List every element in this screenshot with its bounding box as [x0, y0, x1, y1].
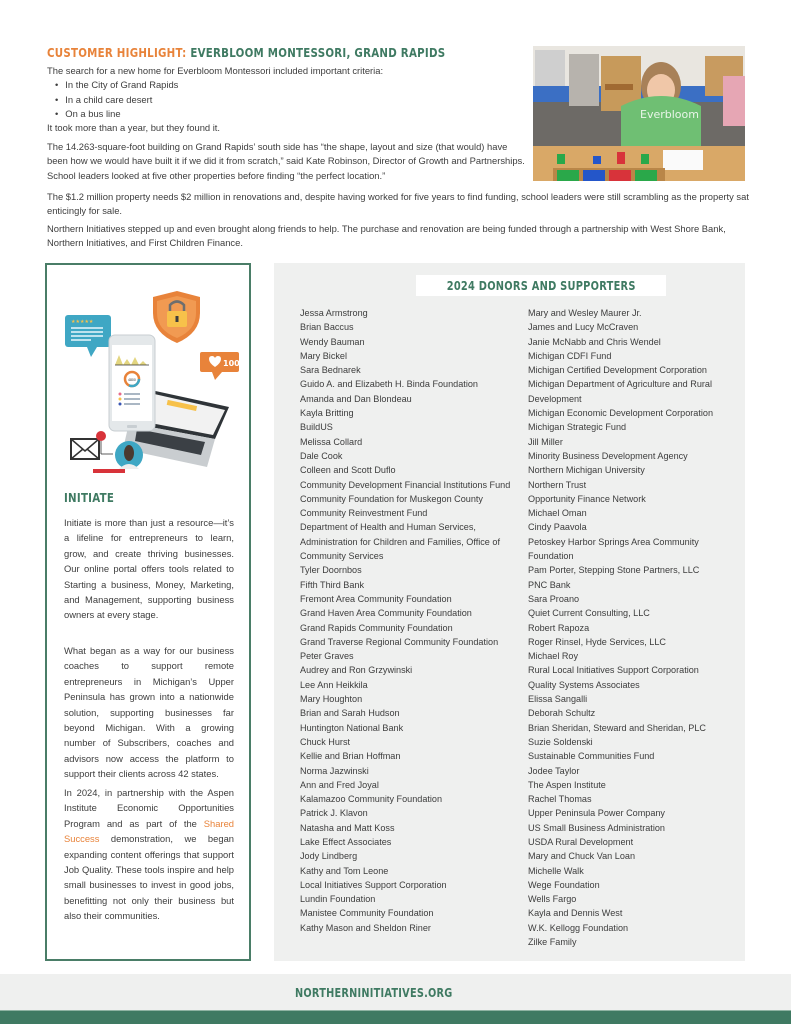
donor-item: Peter Graves [300, 651, 354, 662]
donor-item: Lake Effect Associates [300, 836, 392, 847]
para3-text-after: demonstration, we began expanding content offerings that support Job Quality. These tools inspire and help small businesses to invest in good jobs, benefitting not only their business but also their communities. [64, 833, 234, 922]
donor-item: Wendy Bauman [300, 336, 365, 347]
initiate-paragraph-2: What began as a way for our business coaches to support remote entrepreneurs in Michigan’s Upper Peninsula has grown into a nationwide solution, supporting businesses far beyond Michigan. With a growing number of Subscribers, coaches and advisors now access the platform to support their clients across 42 states. [64, 645, 234, 780]
footer-bar [0, 1010, 791, 1024]
review-bubble-icon [65, 315, 111, 357]
donor-item: Huntington National Bank [300, 722, 404, 733]
website-link[interactable]: NORTHERNINITIATIVES.ORG [294, 984, 453, 1000]
donor-item: Kalamazoo Community Foundation [300, 794, 443, 805]
donor-item: Pam Porter, Stepping Stone Partners, LLC [528, 565, 700, 576]
donor-item: Michael Oman [528, 508, 587, 519]
donor-item: Zilke Family [528, 937, 577, 948]
donor-item: Sustainable Communities Fund [528, 751, 655, 762]
donor-item: Community Foundation for Muskegon County [300, 493, 483, 504]
donor-item: Norma Jazwinski [300, 765, 369, 776]
donor-item: Northern Trust [528, 479, 587, 490]
donor-item: Grand Rapids Community Foundation [300, 622, 453, 633]
donors-panel [274, 263, 745, 961]
donor-item: PNC Bank [528, 579, 571, 590]
donor-item: BuildUS [300, 422, 333, 433]
donor-item: Rural Local Initiatives Support Corporation [528, 665, 699, 676]
building-paragraph: The 14.263-square-foot building on Grand Rapids’ south side has “the shape, layout and size (that would) have been how we would have built it if we did it from scratch,” said Kate Robinson, Director of Growth and Partnerships. School leaders looked at five other properties before finding “the perfect location.” [47, 141, 525, 181]
donor-item: Dale Cook [300, 450, 343, 461]
donor-item: Opportunity Finance Network [528, 493, 646, 504]
donor-item: Sara Bednarek [300, 365, 361, 376]
donor-item: Deborah Schultz [528, 708, 596, 719]
donor-item: Northern Michigan University [528, 465, 645, 476]
donor-item: Quality Systems Associates [528, 679, 640, 690]
donor-item: Patrick J. Klavon [300, 808, 368, 819]
donor-item: Michelle Walk [528, 865, 584, 876]
donor-item: Grand Haven Area Community Foundation [300, 608, 472, 619]
donor-item: The Aspen Institute [528, 779, 606, 790]
donor-item: Roger Rinsel, Hyde Services, LLC [528, 636, 666, 647]
donors-list-right [528, 306, 740, 949]
svg-text:4800: 4800 [128, 378, 136, 382]
donor-item: Jessa Armstrong [300, 308, 368, 318]
criteria-item: • In the City of Grand Rapids [55, 78, 527, 92]
person-avatar-icon [115, 441, 143, 469]
donor-item: Elissa Sangalli [528, 694, 588, 705]
donor-item: Rachel Thomas [528, 794, 592, 805]
donor-item: Kayla Britting [300, 408, 354, 419]
svg-text:100: 100 [223, 359, 240, 368]
shirt-text: Everbloom [640, 108, 699, 121]
criteria-item: • In a child care desert [55, 93, 527, 107]
donor-item: Mary Bickel [300, 350, 347, 361]
initiate-title: INITIATE [64, 490, 115, 505]
donor-item: Brian and Sarah Hudson [300, 708, 400, 719]
donor-item: Guido A. and Elizabeth H. Binda Foundation [300, 379, 478, 390]
partners-paragraph: Northern Initiatives stepped up and even brought along friends to help. The purchase and renovation are being funded through a partnership with West Shore Bank, Northern Initiatives, and First Children Finance. [47, 223, 726, 249]
donor-item: Kayla and Dennis West [528, 908, 623, 919]
donor-item: Wells Fargo [528, 894, 577, 905]
highlight-location: , GRAND RAPIDS [346, 45, 446, 60]
donor-item: Michigan Strategic Fund [528, 422, 627, 433]
donor-item: Michael Roy [528, 651, 579, 662]
donor-item: USDA Rural Development [528, 836, 634, 847]
initiate-paragraph-1: Initiate is more than just a resource—it’s a lifeline for entrepreneurs to learn, grow, and create thriving businesses. Our online portal offers tools related to Starting a business, Money, Marketing, and Management, supporting business owners at every stage. [64, 517, 234, 621]
initiate-illustration [57, 279, 241, 479]
donor-item: Brian Sheridan, Steward and Sheridan, PLC [528, 722, 706, 733]
donor-item: Manistee Community Foundation [300, 908, 434, 919]
donor-item: Kellie and Brian Hoffman [300, 751, 401, 762]
donor-item: Robert Rapoza [528, 622, 590, 633]
highlight-label: CUSTOMER HIGHLIGHT: [47, 45, 187, 60]
criteria-list [47, 78, 527, 121]
footer [0, 974, 791, 1010]
donors-list-left [300, 306, 525, 935]
donor-item: Department of Health and Human Services, Administration for Children and Families, Office of Community Services [300, 522, 500, 562]
donors-title-box [416, 275, 666, 296]
highlight-heading [47, 45, 445, 60]
highlight-customer-name: EVERBLOOM MONTESSORI [190, 45, 347, 60]
photo-child-learning [533, 46, 745, 181]
donor-item: Grand Traverse Regional Community Foundation [300, 636, 499, 647]
donor-item: Kathy Mason and Sheldon Riner [300, 922, 431, 933]
donor-item: Melissa Collard [300, 436, 363, 447]
donor-item: Michigan Certified Development Corporation [528, 365, 707, 376]
donors-title: 2024 DONORS AND SUPPORTERS [446, 278, 636, 293]
donor-item: Mary and Chuck Van Loan [528, 851, 635, 862]
donor-item: Mary Houghton [300, 694, 363, 705]
funding-paragraph: The $1.2 million property needs $2 million in renovations and, despite having worked for five years to find funding, school leaders were still scrambling as the property sat enticingly for sale. [47, 191, 749, 217]
donor-item: Ann and Fred Joyal [300, 779, 379, 790]
intro-text: The search for a new home for Everbloom Montessori included important criteria: [47, 65, 384, 76]
donor-item: Michigan Department of Agriculture and Rural Development [528, 379, 712, 404]
donor-item: Petoskey Harbor Springs Area Community Foundation [528, 536, 699, 562]
criteria-item: • On a bus line [55, 107, 527, 121]
shared-success-link[interactable]: Shared Success [64, 817, 234, 845]
donor-item: Mary and Wesley Maurer Jr. [528, 308, 642, 318]
donor-item: James and Lucy McCraven [528, 322, 639, 333]
initiate-paragraph-3 [64, 785, 234, 924]
donor-item: Brian Baccus [300, 322, 354, 333]
donor-item: Colleen and Scott Duflo [300, 465, 396, 476]
donor-item: Kathy and Tom Leone [300, 865, 389, 876]
donor-item: US Small Business Administration [528, 822, 665, 833]
highlight-intro [47, 64, 527, 135]
donor-item: Local Initiatives Support Corporation [300, 879, 447, 890]
donor-item: Community Reinvestment Fund [300, 508, 428, 519]
donor-item: Audrey and Ron Grzywinski [300, 665, 413, 676]
donor-item: W.K. Kellogg Foundation [528, 922, 629, 933]
donor-item: Janie McNabb and Chris Wendel [528, 336, 661, 347]
donor-item: Lundin Foundation [300, 894, 376, 905]
heart-badge-icon [200, 352, 240, 380]
svg-text:★★★★★: ★★★★★ [71, 319, 94, 325]
para3-text-before: In 2024, in partnership with the Aspen Institute Economic Opportunities Program and as part of the [64, 787, 234, 829]
donor-item: Fremont Area Community Foundation [300, 593, 452, 604]
donor-item: Community Development Financial Institutions Fund [300, 479, 511, 490]
customer-photo [533, 46, 745, 181]
donor-item: Jill Miller [528, 436, 563, 447]
donor-item: Amanda and Dan Blondeau [300, 393, 412, 404]
donor-item: Tyler Doornbos [300, 565, 362, 576]
donor-item: Michigan CDFI Fund [528, 350, 612, 361]
donor-item: Michigan Economic Development Corporation [528, 408, 713, 419]
found-text: It took more than a year, but they found it. [47, 122, 221, 134]
donor-item: Jody Lindberg [300, 851, 358, 862]
donor-item: Chuck Hurst [300, 736, 351, 747]
donor-item: Jodee Taylor [528, 765, 580, 776]
initiate-panel [45, 263, 251, 961]
donor-item: Upper Peninsula Power Company [528, 808, 665, 819]
donor-item: Quiet Current Consulting, LLC [528, 608, 650, 619]
donor-item: Minority Business Development Agency [528, 450, 688, 461]
donor-item: Wege Foundation [528, 879, 600, 890]
donor-item: Cindy Paavola [528, 522, 587, 533]
donor-item: Sara Proano [528, 593, 580, 604]
donor-item: Natasha and Matt Koss [300, 822, 395, 833]
shield-lock-icon [153, 291, 200, 343]
donor-item: Fifth Third Bank [300, 579, 365, 590]
phone-icon [109, 335, 155, 431]
donor-item: Lee Ann Heikkila [300, 679, 368, 690]
donor-item: Suzie Soldenski [528, 736, 593, 747]
